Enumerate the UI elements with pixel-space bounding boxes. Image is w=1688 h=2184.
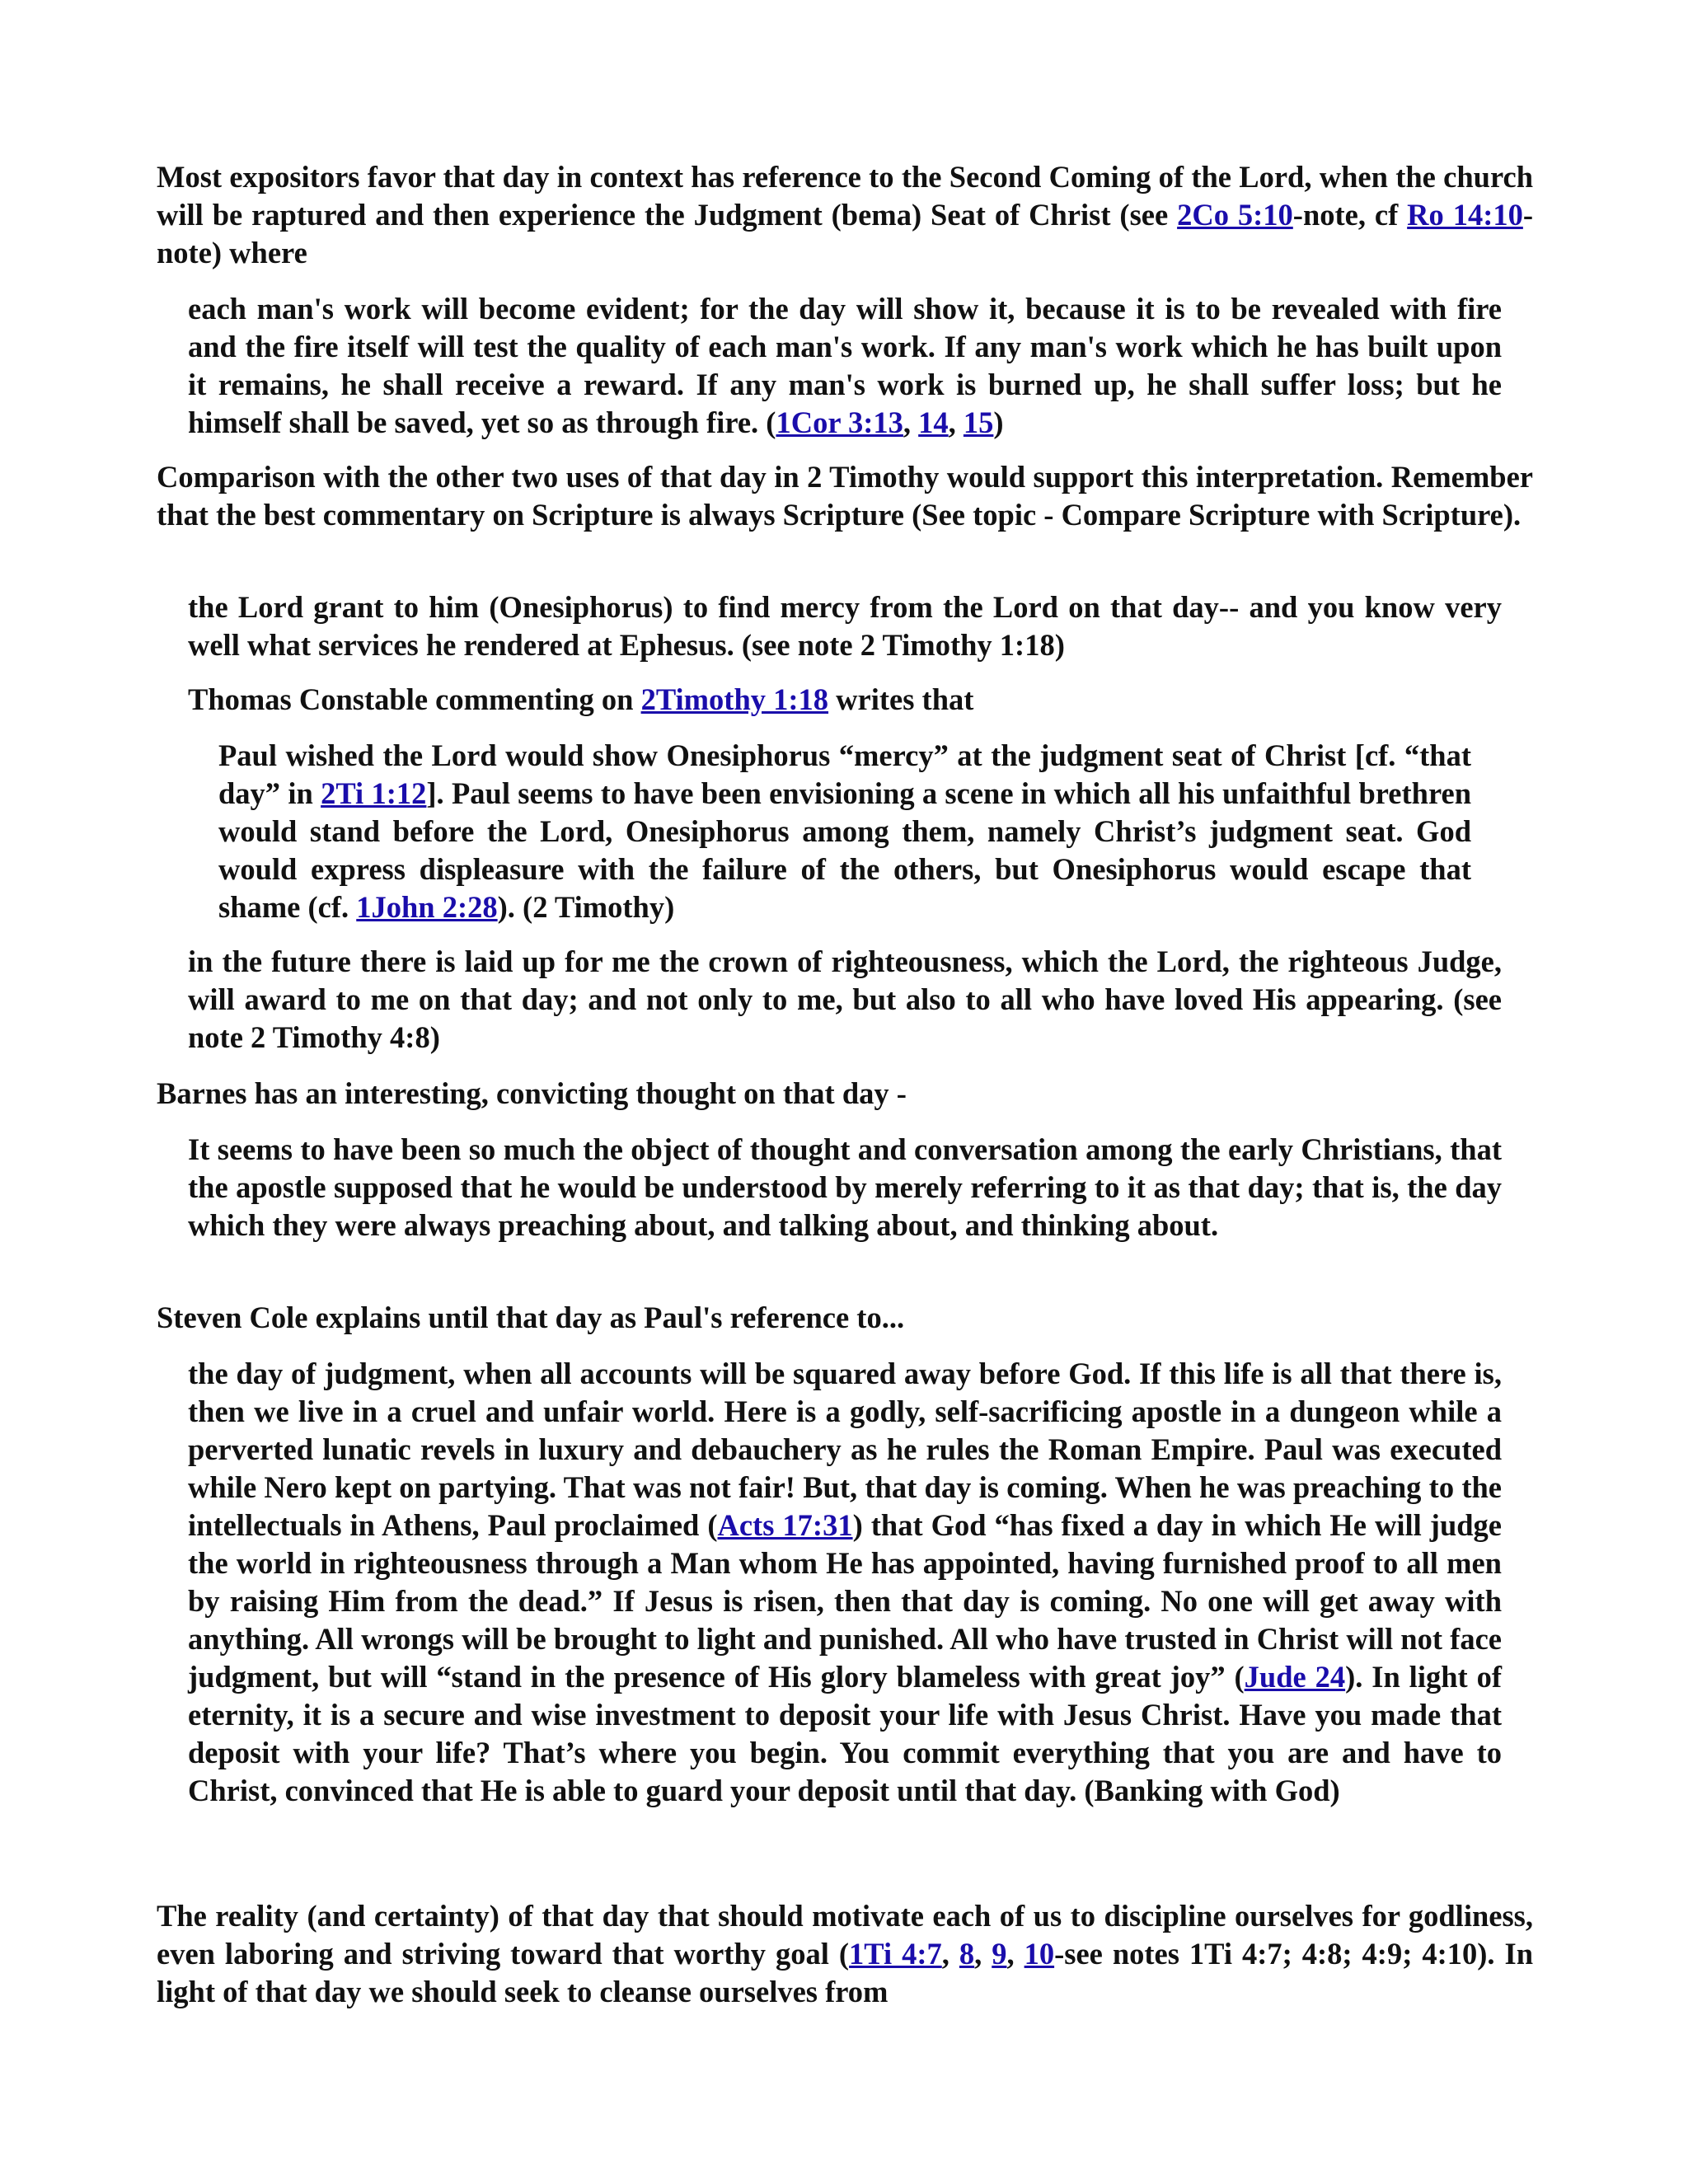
paragraph-text: -note, cf [1292, 198, 1408, 232]
scripture-link-1ti-4-7[interactable]: 1Ti 4:7 [849, 1937, 942, 1971]
scripture-link-1john-2-28[interactable]: 1John 2:28 [356, 890, 498, 924]
paragraph-reality [157, 1897, 1533, 2011]
quote-cole [188, 1355, 1502, 1810]
quote-2tim-1-18: the Lord grant to him (Onesiphorus) to find mercy from the Lord on that day-- and you know very well what services he rendered at Ephesus. (see note 2 Timothy 1:18) [188, 590, 1502, 662]
paragraph-text: -note) where [157, 198, 1534, 269]
paragraph-text: Thomas Constable commenting on [188, 682, 641, 716]
separator: , [903, 405, 919, 439]
separator: , [1006, 1937, 1025, 1971]
paragraph-barnes-intro: Barnes has an interesting, convicting thought on that day - [157, 1076, 907, 1110]
scripture-link-9[interactable]: 9 [992, 1937, 1007, 1971]
paragraph-constable-intro [188, 681, 1502, 719]
quote-barnes: It seems to have been so much the object of thought and conversation among the early Christians, that the apostle supposed that he would be understood by merely referring to it as that day; that is, the day which they were always preaching about, and talking about, and thinking about. [188, 1132, 1502, 1242]
scripture-link-8[interactable]: 8 [959, 1937, 975, 1971]
separator: , [974, 1937, 992, 1971]
quote-text: ]. Paul seems to have been envisioning a scene in which all his unfaithful brethren would stand before the Lord, Onesiphorus among them, namely Christ’s judgment seat. God would express displeasure with the failure of the others, but Onesiphorus would escape that shame (cf. [218, 776, 1472, 924]
scripture-link-acts-17-31[interactable]: Acts 17:31 [717, 1508, 853, 1542]
paragraph-comparison: Comparison with the other two uses of that day in 2 Timothy would support this interpretation. Remember that the best commentary on Scripture is always Scripture (See topic - Compare Scripture with Scripture). [157, 460, 1533, 532]
paragraph-text: -see notes 1Ti 4:7; 4:8; 4:9; 4:10). In light of that day we should seek to cleanse ourselves from [157, 1937, 1534, 2008]
scripture-link-15[interactable]: 15 [963, 405, 994, 439]
scripture-link-jude-24[interactable]: Jude 24 [1244, 1660, 1346, 1694]
scripture-link-2ti-1-12[interactable]: 2Ti 1:12 [321, 776, 427, 810]
paragraph-text: The reality (and certainty) of that day that should motivate each of us to discipline ourselves for godliness, even laboring and striving toward that worthy goal ( [157, 1899, 1533, 1971]
scripture-link-1cor-3-13[interactable]: 1Cor 3:13 [776, 405, 903, 439]
quote-text: ). In light of eternity, it is a secure and wise investment to deposit your life with Jesus Christ. Have you made that deposit with your life? That’s where you begin. You commit everything that you are and have to Christ, convinced that He is able to guard your deposit until that day. (Banking with God) [188, 1660, 1502, 1807]
paragraph-cole-intro: Steven Cole explains until that day as Paul's reference to... [157, 1301, 905, 1334]
paragraph-expositors [157, 158, 1533, 272]
scripture-link-2timothy-1-18[interactable]: 2Timothy 1:18 [640, 682, 829, 716]
quote-text: each man's work will become evident; for the day will show it, because it is to be revealed with fire and the fire itself will test the quality of each man's work. If any man's work which he has built upon it remains, he shall receive a reward. If any man's work is burned up, he shall suffer loss; but he himself shall be saved, yet so as through fire. ( [188, 292, 1502, 439]
quote-text: ) that God “has fixed a day in which He will judge the world in righteousness through a Man whom He has appointed, having furnished proof to all men by raising Him from the dead.” If Jesus is risen, then that day is coming. No one will get away with anything. All wrongs will be brought to light and punished. All who have trusted in Christ will not face judgment, but will “stand in the presence of His glory blameless with great joy” ( [188, 1508, 1502, 1694]
separator: , [941, 1937, 959, 1971]
quote-text: the day of judgment, when all accounts will be squared away before God. If this life is all that there is, then we live in a cruel and unfair world. Here is a godly, self-sacrificing apostle in a dungeon while a perverted lunatic revels in luxury and debauchery as he rules the Roman Empire. Paul was executed while Nero kept on partying. That was not fair! But, that day is coming. When he was preaching to the intellectuals in Athens, Paul proclaimed ( [188, 1357, 1502, 1542]
paragraph-text: Most expositors favor that day in context has reference to the Second Coming of the Lord, when the church will be raptured and then experience the Judgment (bema) Seat of Christ (see [157, 160, 1533, 232]
scripture-link-ro-14-10[interactable]: Ro 14:10 [1407, 198, 1523, 232]
scripture-link-2co-5-10[interactable]: 2Co 5:10 [1177, 198, 1293, 232]
scripture-link-10[interactable]: 10 [1024, 1937, 1055, 1971]
quote-1cor-3 [188, 290, 1502, 442]
scripture-link-14[interactable]: 14 [918, 405, 949, 439]
quote-text: ) [993, 405, 1004, 439]
paragraph-text: writes that [828, 682, 974, 716]
quote-2tim-4-8: in the future there is laid up for me the crown of righteousness, which the Lord, the righteous Judge, will award to me on that day; and not only to me, but also to all who have loved His appearing. (see note 2 Timothy 4:8) [188, 944, 1502, 1054]
separator: , [948, 405, 964, 439]
quote-text: Paul wished the Lord would show Onesiphorus “mercy” at the judgment seat of Christ [cf. “that day” in [218, 738, 1471, 810]
quote-constable [218, 737, 1471, 926]
quote-text: ). (2 Timothy) [497, 890, 675, 924]
